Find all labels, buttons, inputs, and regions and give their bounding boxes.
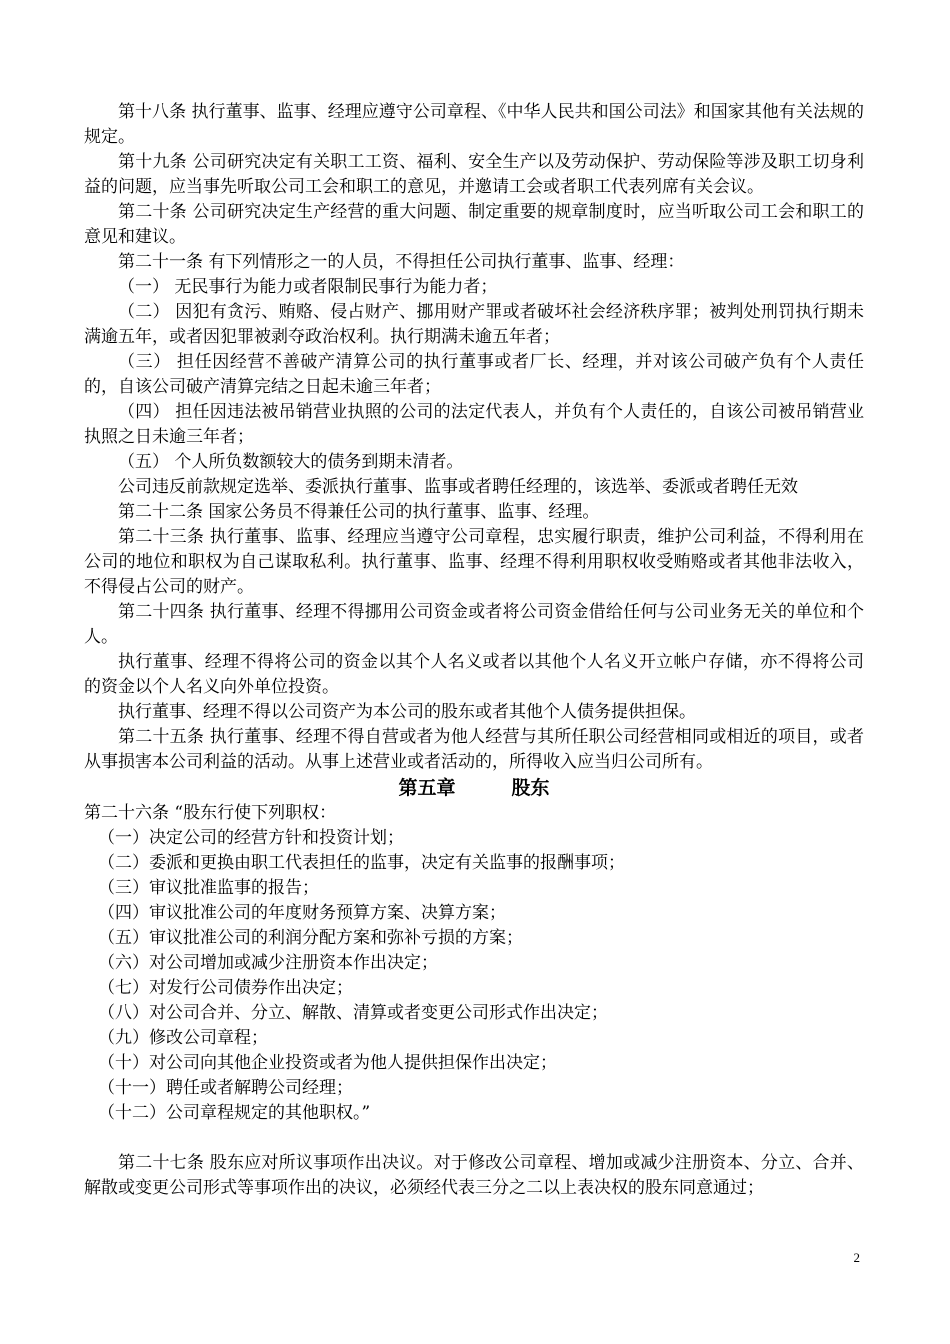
article-21-clause-2: （二） 因犯有贪污、贿赂、侵占财产、挪用财产罪或者破坏社会经济秩序罪；被判处刑罚执行期未满逾五年，或者因犯罪被剥夺政治权利。执行期满未逾五年者； [84,302,864,347]
list-item: （六）对公司增加或减少注册资本作出决定； [98,953,438,973]
article-23: 第二十三条 执行董事、监事、经理应当遵守公司章程，忠实履行职责，维护公司利益，不得利用在公司的地位和职权为自己谋取私利。执行董事、监事、经理不得利用职权收受贿赂或者其他非法收入，不得侵占公司的财产。 [84,527,864,597]
chapter-number: 第五章 [398,777,456,799]
list-item: （四）审议批准公司的年度财务预算方案、决算方案； [98,903,506,923]
page-content [84,100,864,1201]
article-21-clause-5: （五） 个人所负数额较大的债务到期未清者。 [118,452,464,472]
article-24-para-2: 执行董事、经理不得将公司的资金以其个人名义或者以其他个人名义开立帐户存储，亦不得将公司的资金以个人名义向外单位投资。 [84,652,864,697]
article-20: 第二十条 公司研究决定生产经营的重大问题、制定重要的规章制度时，应当听取公司工会和职工的意见和建议。 [84,202,864,247]
blank-line [84,1126,864,1151]
article-21-clause-4: （四） 担任因违法被吊销营业执照的公司的法定代表人，并负有个人责任的，自该公司被吊销营业执照之日未逾三年者； [84,402,864,447]
chapter-heading [84,775,864,801]
list-item: （九）修改公司章程； [98,1028,268,1048]
list-item: （七）对发行公司债券作出决定； [98,978,353,998]
chapter-title: 股东 [511,777,550,799]
article-24-para-3: 执行董事、经理不得以公司资产为本公司的股东或者其他个人债务提供担保。 [118,702,696,722]
article-22: 第二十二条 国家公务员不得兼任公司的执行董事、监事、经理。 [118,502,600,522]
page-number: 2 [853,1250,860,1265]
article-24: 第二十四条 执行董事、经理不得挪用公司资金或者将公司资金借给任何与公司业务无关的单位和个人。 [84,602,864,647]
list-item: （八）对公司合并、分立、解散、清算或者变更公司形式作出决定； [98,1003,608,1023]
article-18: 第十八条 执行董事、监事、经理应遵守公司章程、《中华人民共和国公司法》和国家其他有关法规的规定。 [84,102,864,147]
list-item: （一）决定公司的经营方针和投资计划； [98,828,404,848]
list-item: （十）对公司向其他企业投资或者为他人提供担保作出决定； [98,1053,557,1073]
article-21-invalid-note: 公司违反前款规定选举、委派执行董事、监事或者聘任经理的，该选举、委派或者聘任无效 [118,477,798,497]
list-item: （二）委派和更换由职工代表担任的监事，决定有关监事的报酬事项； [98,853,625,873]
article-25: 第二十五条 执行董事、经理不得自营或者为他人经营与其所任职公司经营相同或相近的项目，或者从事损害本公司利益的活动。从事上述营业或者活动的，所得收入应当归公司所有。 [84,727,864,772]
article-27: 第二十七条 股东应对所议事项作出决议。对于修改公司章程、增加或减少注册资本、分立、合并、解散或变更公司形式等事项作出的决议，必须经代表三分之二以上表决权的股东同意通过； [84,1153,864,1198]
article-21: 第二十一条 有下列情形之一的人员，不得担任公司执行董事、监事、经理： [118,252,685,272]
list-item: （五）审议批准公司的利润分配方案和弥补亏损的方案； [98,928,523,948]
list-item: （十一）聘任或者解聘公司经理； [98,1078,353,1098]
article-26-intro: 第二十六条 “股东行使下列职权： [84,803,337,823]
article-21-clause-3: （三） 担任因经营不善破产清算公司的执行董事或者厂长、经理，并对该公司破产负有个人责任的，自该公司破产清算完结之日起未逾三年者； [84,352,864,397]
article-21-clause-1: （一） 无民事行为能力或者限制民事行为能力者； [118,277,498,297]
list-item: （十二）公司章程规定的其他职权。” [98,1103,371,1123]
list-item: （三）审议批准监事的报告； [98,878,319,898]
article-19: 第十九条 公司研究决定有关职工工资、福利、安全生产以及劳动保护、劳动保险等涉及职工切身利益的问题，应当事先听取公司工会和职工的意见，并邀请工会或者职工代表列席有关会议。 [84,152,864,197]
shareholder-rights-list [84,826,864,1126]
